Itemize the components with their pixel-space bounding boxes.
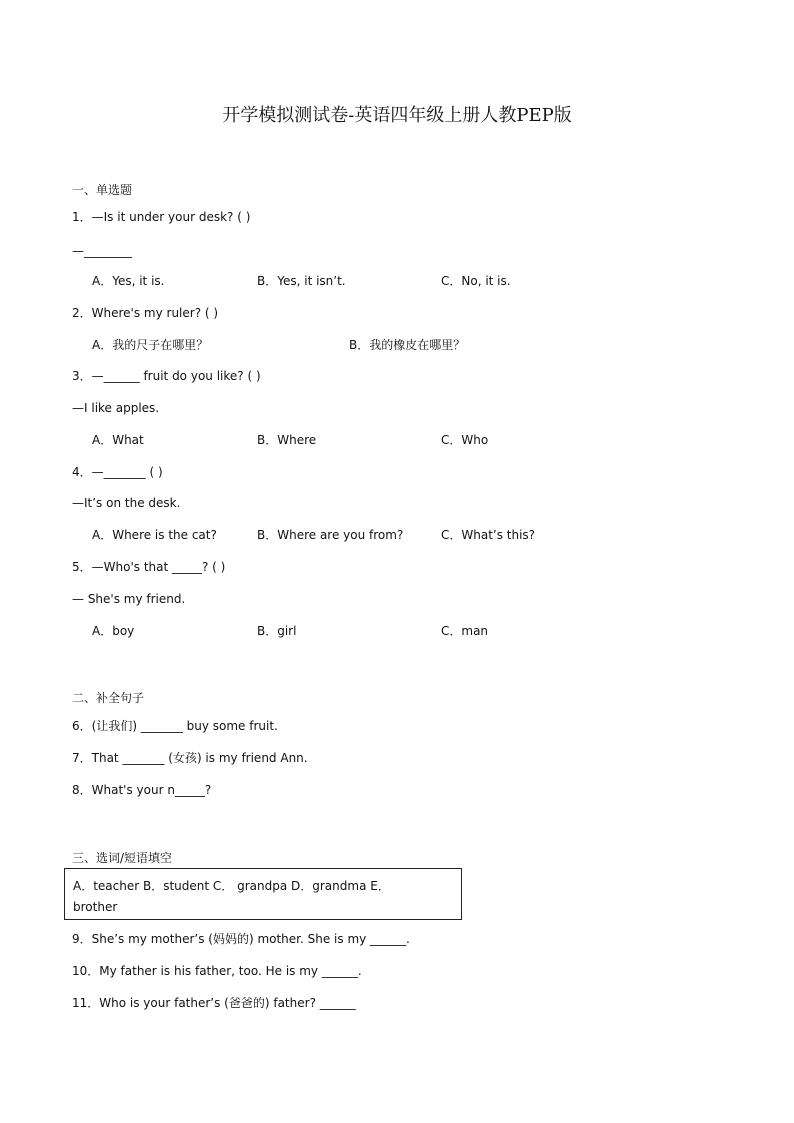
section-heading-single-choice: 一、单选题 <box>72 183 133 197</box>
page-title: 开学模拟测试卷-英语四年级上册人教PEP版 <box>222 105 572 126</box>
question-3-stem: 3．—______ fruit do you like? ( ) <box>72 369 261 383</box>
question-3-option-c[interactable]: C．Who <box>441 433 489 447</box>
question-2-option-a[interactable]: A．我的尺子在哪里？ <box>92 338 209 352</box>
question-5-stem: 5．—Who's that _____? ( ) <box>72 560 226 574</box>
question-1-reply: —________ <box>72 244 132 258</box>
question-7-stem: 7．That _______ (女孩) is my friend Ann. <box>72 751 308 765</box>
question-9-stem: 9．She’s my mother’s (妈妈的) mother. She is my ______. <box>72 932 410 946</box>
question-4-option-a[interactable]: A．Where is the cat? <box>92 528 217 542</box>
question-11-stem: 11．Who is your father’s (爸爸的) father? ______ <box>72 996 356 1010</box>
question-5-option-b[interactable]: B．girl <box>257 624 297 638</box>
section-heading-complete-sentences: 二、补全句子 <box>72 691 145 705</box>
question-1-option-a[interactable]: A．Yes, it is. <box>92 274 165 288</box>
section-heading-fill-in-words: 三、选词/短语填空 <box>72 851 173 865</box>
question-1-option-c[interactable]: C．No, it is. <box>441 274 511 288</box>
word-bank-line-1: A．teacher B．student C． grandpa D．grandma E． <box>73 879 390 893</box>
question-4-option-b[interactable]: B．Where are you from? <box>257 528 404 542</box>
question-4-reply: —It’s on the desk. <box>72 496 181 510</box>
question-3-option-a[interactable]: A．What <box>92 433 144 447</box>
word-bank-box <box>64 868 462 920</box>
word-bank-line-2: brother <box>73 900 118 914</box>
question-4-option-c[interactable]: C．What’s this? <box>441 528 536 542</box>
question-4-stem: 4．—_______ ( ) <box>72 465 163 479</box>
question-6-stem: 6．(让我们) _______ buy some fruit. <box>72 719 278 733</box>
question-2-stem: 2．Where's my ruler? ( ) <box>72 306 219 320</box>
question-10-stem: 10．My father is his father, too. He is my ______. <box>72 964 362 978</box>
question-2-option-b[interactable]: B．我的橡皮在哪里？ <box>349 338 466 352</box>
question-5-reply: — She's my friend. <box>72 592 186 606</box>
question-3-option-b[interactable]: B．Where <box>257 433 317 447</box>
question-8-stem: 8．What's your n_____? <box>72 783 212 797</box>
question-1-stem: 1．—Is it under your desk? ( ) <box>72 210 251 224</box>
question-5-option-a[interactable]: A．boy <box>92 624 135 638</box>
question-3-reply: —I like apples. <box>72 401 160 415</box>
question-1-option-b[interactable]: B．Yes, it isn’t. <box>257 274 346 288</box>
question-5-option-c[interactable]: C．man <box>441 624 489 638</box>
